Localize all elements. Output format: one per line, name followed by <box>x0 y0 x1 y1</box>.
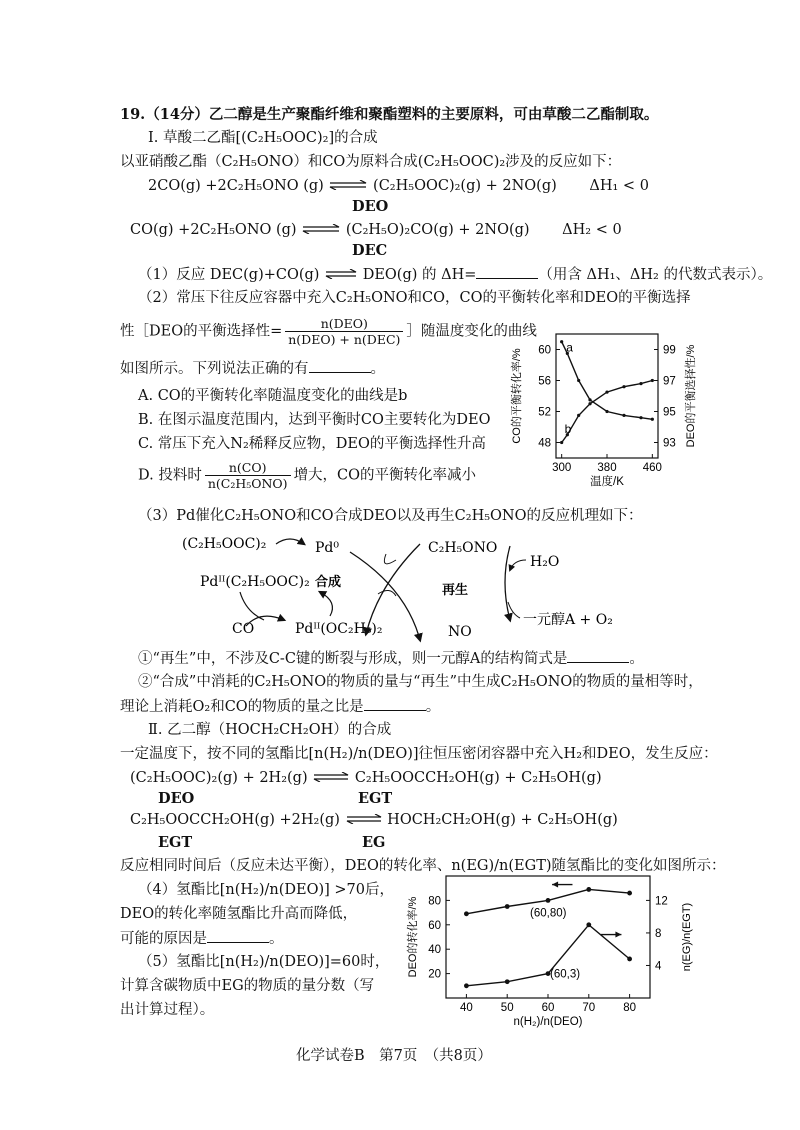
data-point <box>622 385 625 388</box>
sq2-line3: 如图所示。下列说法正确的有 <box>120 361 309 377</box>
subquestion-5-a: （5）氢酯比[n(H₂)/n(DEO)]=60时， <box>138 954 390 970</box>
option-d <box>138 460 476 491</box>
data-point <box>651 379 654 382</box>
y-left-tick-label: 20 <box>428 968 441 981</box>
equilibrium-arrow-icon <box>312 770 350 787</box>
subquestion-5-c: 出计算过程）。 <box>120 1002 215 1018</box>
subquestion-3-item1 <box>138 650 644 668</box>
data-point <box>505 979 510 984</box>
subquestion-3-item2-b <box>120 698 440 716</box>
subquestion-5-b: 计算含碳物质中EG的物质的量分数（写 <box>120 978 375 994</box>
data-point <box>627 957 632 962</box>
mech-h2o: H₂O <box>530 554 560 570</box>
mech-arrow-icon <box>505 546 510 620</box>
data-point <box>586 922 591 927</box>
y-right-tick-label: 12 <box>655 895 668 908</box>
data-point <box>577 414 580 417</box>
reaction-4-right: HOCH₂CH₂OH(g) + C₂H₅OH(g) <box>387 812 618 828</box>
subquestion-4-c <box>120 930 284 948</box>
sq2-line2-b: ］随温度变化的曲线 <box>406 323 537 340</box>
option-c: C. 常压下充入N₂稀释反应物，DEO的平衡选择性升高 <box>138 436 486 452</box>
sq1-part-c: （用含 ΔH₁、ΔH₂ 的代数式表示）。 <box>538 267 773 283</box>
answer-blank[interactable] <box>207 930 269 943</box>
y-left-tick-label: 80 <box>428 895 441 908</box>
y-left-axis-label: DEO的转化率/% <box>407 896 419 978</box>
mech-alcohol-o2: 一元醇A + O₂ <box>523 612 613 628</box>
answer-blank[interactable] <box>309 360 371 373</box>
part1-title: Ⅰ. 草酸二乙酯[(C₂H₅OOC)₂]的合成 <box>148 130 378 146</box>
data-point <box>505 904 510 909</box>
data-point <box>622 414 625 417</box>
data-point <box>586 887 591 892</box>
data-point <box>651 418 654 421</box>
data-point <box>605 410 608 413</box>
sq3-c1-b: 。 <box>629 651 644 667</box>
mechanism-diagram <box>180 530 630 648</box>
mech-pd0: Pd⁰ <box>315 540 339 556</box>
data-point <box>639 382 642 385</box>
y-right-tick-label: 95 <box>663 406 676 419</box>
sq1-part-b: DEO(g) 的 ΔH= <box>362 267 477 283</box>
y-right-tick-label: 99 <box>663 344 676 357</box>
feed-ratio-fraction <box>205 460 291 491</box>
answer-blank[interactable] <box>364 698 426 711</box>
subquestion-4-a: （4）氢酯比[n(H₂)/n(DEO)] >70后， <box>138 882 394 898</box>
y-left-tick-label: 48 <box>538 437 551 450</box>
y-left-tick-label: 56 <box>538 375 551 388</box>
mech-arrow-icon <box>508 602 520 618</box>
fraction-denominator: n(C₂H₅ONO) <box>207 476 288 491</box>
part2-description: 反应相同时间后（反应未达平衡），DEO的转化率、n(EG)/n(EGT)随氢酯比的变化如图所示： <box>120 858 726 874</box>
question-header: 19.（14分）乙二醇是生产聚酯纤维和聚酯塑料的主要原料，可由草酸二乙酯制取。 <box>120 106 659 123</box>
mech-arrow-icon <box>320 592 332 616</box>
label-deo: DEO <box>352 198 389 215</box>
option-a: A. CO的平衡转化率随温度变化的曲线是b <box>138 388 408 404</box>
x-tick-label: 70 <box>582 1002 596 1014</box>
reaction-3-right: C₂H₅OOCCH₂OH(g) + C₂H₅OH(g) <box>354 770 602 786</box>
equilibrium-arrow-icon <box>328 178 368 195</box>
mech-pd2-oxalate: Pdᴵᴵ(C₂H₅OOC)₂ <box>200 574 310 590</box>
part2-title: Ⅱ. 乙二醇（HOCH₂CH₂OH）的合成 <box>148 722 392 738</box>
reaction-1-left: 2CO(g) +2C₂H₅ONO (g) <box>148 178 324 194</box>
reaction-3 <box>130 770 602 787</box>
x-tick-label: 60 <box>541 1002 555 1014</box>
selectivity-fraction <box>285 316 403 347</box>
mech-regen-label: 再生 <box>442 583 469 598</box>
reaction-2-dh: ΔH₂ < 0 <box>562 222 622 238</box>
series-label-b: b <box>564 421 572 436</box>
sq4-d: 。 <box>269 931 284 947</box>
sq3-c2-c: 。 <box>425 699 441 715</box>
subquestion-4-b: DEO的转化率随氢酯比升高而降低， <box>120 906 358 922</box>
x-axis-label: n(H₂)/n(DEO) <box>513 1016 583 1028</box>
plot-frame <box>446 876 650 998</box>
y-right-tick-label: 8 <box>655 927 662 940</box>
mech-arrow-icon <box>276 539 304 544</box>
y-right-tick-label: 93 <box>663 437 676 450</box>
data-point <box>627 891 632 896</box>
series-label-a: a <box>566 340 573 355</box>
part1-intro: 以亚硝酸乙酯（C₂H₅ONO）和CO为原料合成(C₂H₅OOC)₂涉及的反应如下： <box>120 154 622 170</box>
reaction-2-left: CO(g) +2C₂H₅ONO (g) <box>130 222 297 238</box>
mech-synthesis-label: 合成 <box>315 575 342 590</box>
label-dec: DEC <box>352 242 388 259</box>
reaction-1-right: (C₂H₅OOC)₂(g) + 2NO(g) <box>373 178 557 194</box>
x-tick-label: 460 <box>642 462 662 474</box>
reaction-2 <box>130 222 622 239</box>
subquestion-2-line2 <box>120 316 537 347</box>
data-point <box>464 983 469 988</box>
fraction-numerator: n(CO) <box>205 460 291 476</box>
x-tick-label: 50 <box>500 1002 514 1014</box>
sq3-c2-b: 理论上消耗O₂和CO的物质的量之比是 <box>120 699 364 715</box>
sq2-line2-a: 性［DEO的平衡选择性= <box>120 323 283 340</box>
reaction-4-left: C₂H₅OOCCH₂OH(g) +2H₂(g) <box>130 812 340 828</box>
sq2-line3-end: 。 <box>370 361 385 377</box>
sq4-c: 可能的原因是 <box>120 931 207 947</box>
data-point <box>560 441 563 444</box>
y-left-tick-label: 60 <box>538 344 551 357</box>
x-axis-label: 温度/K <box>590 476 624 488</box>
y-right-tick-label: 4 <box>655 960 662 973</box>
data-point <box>588 398 591 401</box>
answer-blank[interactable] <box>476 266 538 279</box>
mech-arrow-icon <box>384 554 396 564</box>
subquestion-1 <box>138 266 772 284</box>
data-point <box>577 379 580 382</box>
sq3-c1-a: ①“再生”中，不涉及C-C键的断裂与形成，则一元醇A的结构简式是 <box>138 651 568 667</box>
label-eg: EG <box>362 834 386 851</box>
subquestion-2-line1: （2）常压下往反应容器中充入C₂H₅ONO和CO，CO的平衡转化率和DEO的平衡选择 <box>138 290 691 306</box>
mech-arrow-icon <box>510 560 526 570</box>
data-point <box>588 402 591 405</box>
sq1-part-a: （1）反应 DEC(g)+CO(g) <box>138 267 320 283</box>
y-left-tick-label: 60 <box>428 919 441 932</box>
subquestion-2-line3 <box>120 360 385 378</box>
chart-temperature <box>508 328 708 494</box>
equilibrium-arrow-icon <box>301 222 341 239</box>
data-point <box>639 416 642 419</box>
x-tick-label: 80 <box>623 1002 636 1014</box>
subquestion-3-item2: ②“合成”中消耗的C₂H₅ONO的物质的量与“再生”中生成C₂H₅ONO的物质的量相等时， <box>138 674 703 690</box>
annotation-60-3: (60,3) <box>550 968 581 981</box>
chart-hydrogen-ratio <box>402 872 698 1040</box>
data-point <box>464 911 469 916</box>
y-left-tick-label: 52 <box>538 406 551 419</box>
option-b: B. 在图示温度范围内，达到平衡时CO主要转化为DEO <box>138 412 491 428</box>
y-left-axis-label: CO的平衡转化率/% <box>511 348 523 444</box>
label-egt: EGT <box>358 790 393 807</box>
fraction-denominator: n(DEO) + n(DEC) <box>288 332 401 347</box>
option-d-a: D. 投料时 <box>138 467 202 484</box>
option-d-b: 增大，CO的平衡转化率减小 <box>293 467 477 484</box>
annotation-60-80: (60,80) <box>530 907 567 920</box>
mech-pd2-ethoxide: Pdᴵᴵ(OC₂H₅)₂ <box>295 621 383 637</box>
mech-co: CO <box>232 621 255 637</box>
x-tick-label: 40 <box>460 1002 473 1014</box>
y-right-axis-label: n(EG)/n(EGT) <box>681 902 693 972</box>
label-deo-2: DEO <box>158 790 195 807</box>
y-right-tick-label: 97 <box>663 375 676 388</box>
data-point <box>546 898 551 903</box>
x-tick-label: 380 <box>597 462 617 474</box>
data-point <box>605 391 608 394</box>
mech-ethylnitrite: C₂H₅ONO <box>428 540 498 556</box>
answer-blank[interactable] <box>567 650 629 663</box>
series-line-0 <box>562 342 653 420</box>
mech-deo: (C₂H₅OOC)₂ <box>182 536 267 552</box>
reaction-4 <box>130 812 618 829</box>
mech-arrow-icon <box>240 592 264 620</box>
reaction-3-left: (C₂H₅OOC)₂(g) + 2H₂(g) <box>130 770 308 786</box>
data-point <box>560 340 563 343</box>
part2-intro: 一定温度下，按不同的氢酯比[n(H₂)/n(DEO)]往恒压密闭容器中充入H₂和DEO，发生反应： <box>120 746 718 762</box>
mech-no: NO <box>448 624 472 640</box>
left-axis-arrow-icon <box>552 882 558 888</box>
reaction-1 <box>148 178 649 195</box>
label-egt-2: EGT <box>158 834 193 851</box>
equilibrium-arrow-icon <box>324 267 358 284</box>
page-footer: 化学试卷B 第7页 （共8页） <box>296 1048 492 1064</box>
subquestion-3-intro: （3）Pd催化C₂H₅ONO和CO合成DEO以及再生C₂H₅ONO的反应机理如下： <box>138 508 643 524</box>
reaction-2-right: (C₂H₅O)₂CO(g) + 2NO(g) <box>345 222 530 238</box>
right-axis-arrow-icon <box>615 932 621 938</box>
fraction-numerator: n(DEO) <box>285 316 403 332</box>
x-tick-label: 300 <box>552 462 572 474</box>
y-left-tick-label: 40 <box>428 944 441 957</box>
y-right-axis-label: DEO的平衡选择性/% <box>685 344 697 448</box>
equilibrium-arrow-icon <box>345 812 383 829</box>
reaction-1-dh: ΔH₁ < 0 <box>589 178 649 194</box>
